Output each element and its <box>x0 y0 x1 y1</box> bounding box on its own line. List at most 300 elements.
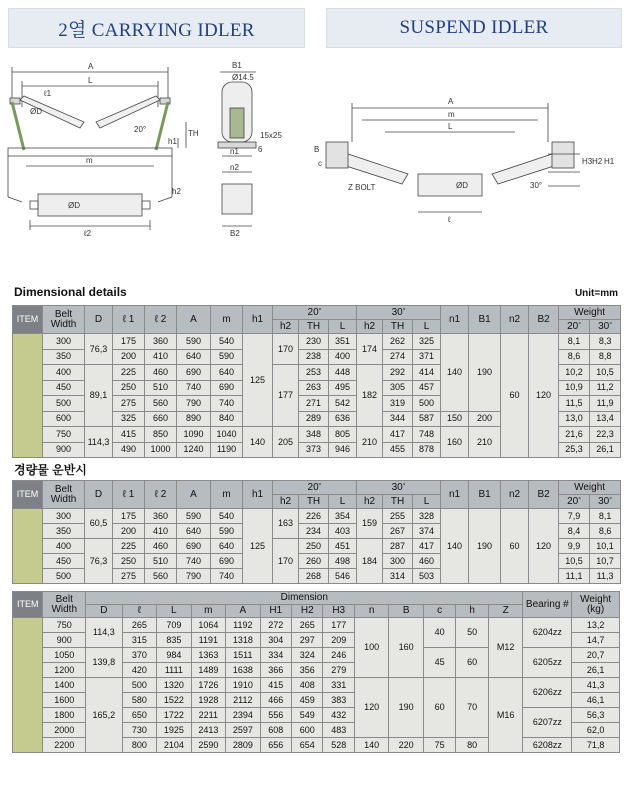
col-m: m <box>191 605 226 618</box>
cell: 175 <box>113 334 145 350</box>
cell: 60 <box>501 509 529 584</box>
dim-label-h2: h2 <box>172 187 181 196</box>
cell: 1240 <box>177 442 211 458</box>
cell: 200 <box>113 349 145 365</box>
cell: 190 <box>389 678 424 738</box>
dim-label-n1: n1 <box>230 147 239 156</box>
cell: 26,1 <box>590 442 621 458</box>
col-h2-20: h2 <box>273 320 299 334</box>
cell: 590 <box>177 334 211 350</box>
cell: 314 <box>383 569 413 584</box>
cell: 1320 <box>157 678 192 693</box>
col-l1: ℓ 1 <box>113 481 145 509</box>
cell: 6206zz <box>523 678 572 708</box>
cell: 1050 <box>43 648 86 663</box>
col-Z: Z <box>488 605 523 618</box>
col-D: D <box>85 481 113 509</box>
col-B: B <box>389 605 424 618</box>
cell: 354 <box>329 509 357 524</box>
cell: 120 <box>529 334 559 458</box>
cell: 2104 <box>157 738 192 753</box>
cell: 234 <box>299 524 329 539</box>
dim-label-bolt: Z BOLT <box>348 183 376 192</box>
dim-label-B1: B1 <box>232 61 242 70</box>
cell: 656 <box>260 738 291 753</box>
deg-sign: ° <box>578 321 582 329</box>
deg-sign: ° <box>402 482 406 490</box>
deg-value: 20 <box>307 306 319 318</box>
cell: 120 <box>529 509 559 584</box>
col-B2: B2 <box>529 481 559 509</box>
cell: 319 <box>383 396 413 412</box>
cell: 432 <box>323 708 354 723</box>
col-A: A <box>177 481 211 509</box>
cell: 328 <box>413 509 441 524</box>
cell: 371 <box>413 349 441 365</box>
cell: 140 <box>243 427 273 458</box>
cell: 466 <box>260 693 291 708</box>
cell: 8,1 <box>590 509 621 524</box>
cell: 750 <box>43 427 85 443</box>
cell: 500 <box>413 396 441 412</box>
cell: 230 <box>299 334 329 350</box>
cell: 76,3 <box>85 539 113 584</box>
cell: 640 <box>211 539 243 554</box>
table-row <box>13 334 621 350</box>
cell: 483 <box>323 723 354 738</box>
cell: 76,3 <box>85 334 113 365</box>
col-B2: B2 <box>529 306 559 334</box>
cell: 267 <box>383 524 413 539</box>
cell: 690 <box>177 365 211 381</box>
col-h2-30: h2 <box>357 495 383 509</box>
table-row <box>13 509 621 524</box>
dim-label-D-right: ØD <box>456 181 468 190</box>
cell: 1363 <box>191 648 226 663</box>
col-H3: H3 <box>323 605 354 618</box>
cell: 250 <box>113 554 145 569</box>
col-weight: Weight (kg) <box>572 592 620 618</box>
cell: 11,3 <box>590 569 621 584</box>
cell: 220 <box>389 738 424 753</box>
cell: 510 <box>145 380 177 396</box>
cell: 374 <box>413 524 441 539</box>
cell: 325 <box>113 411 145 427</box>
dim-label-A: A <box>88 62 94 71</box>
cell: 540 <box>211 334 243 350</box>
deg-sign: ° <box>402 307 406 315</box>
dim-label-c-right: c <box>318 159 322 168</box>
cell: 11,5 <box>559 396 590 412</box>
cell: 6207zz <box>523 708 572 738</box>
cell: 150 <box>441 411 469 427</box>
cell: 560 <box>145 569 177 584</box>
cell: 11,2 <box>590 380 621 396</box>
cell: 8,4 <box>559 524 590 539</box>
cell: 420 <box>122 663 157 678</box>
col-n1: n1 <box>441 306 469 334</box>
light-load-title: 경량물 운반시 <box>14 463 87 477</box>
cell: 1726 <box>191 678 226 693</box>
cell: 351 <box>329 334 357 350</box>
cell: 650 <box>122 708 157 723</box>
cell: 2590 <box>191 738 226 753</box>
deg-value: 30 <box>598 320 610 332</box>
cell: 460 <box>145 365 177 381</box>
col-30deg <box>357 306 441 320</box>
cell: 89,1 <box>85 365 113 427</box>
deg-sign: ° <box>609 321 613 329</box>
cell: 549 <box>292 708 323 723</box>
cell: 835 <box>157 633 192 648</box>
col-L-20: L <box>329 320 357 334</box>
col-L-30: L <box>413 320 441 334</box>
cell: 6204zz <box>523 618 572 648</box>
dim-label-l1: ℓ1 <box>44 89 52 98</box>
col-h: h <box>456 605 488 618</box>
dim-label-B-right: B <box>314 145 320 154</box>
cell: 268 <box>299 569 329 584</box>
cell: 790 <box>177 396 211 412</box>
cell: 600 <box>43 411 85 427</box>
cell: 75 <box>423 738 455 753</box>
deg-value: 30 <box>598 495 610 507</box>
cell: 498 <box>329 554 357 569</box>
col-H2: H2 <box>292 605 323 618</box>
cell: 356 <box>292 663 323 678</box>
cell: 10,5 <box>590 365 621 381</box>
cell: 41,3 <box>572 678 620 693</box>
cell: 46,1 <box>572 693 620 708</box>
cell: 140 <box>441 509 469 584</box>
cell: 60,5 <box>85 509 113 539</box>
cell: 272 <box>260 618 291 633</box>
col-dimension: Dimension <box>86 592 523 605</box>
cell: 540 <box>211 509 243 524</box>
cell: 2211 <box>191 708 226 723</box>
cell: 1192 <box>226 618 261 633</box>
cell: 1190 <box>211 442 243 458</box>
col-20deg <box>273 481 357 495</box>
cell: 315 <box>122 633 157 648</box>
cell: 1200 <box>43 663 86 678</box>
cell: 200 <box>113 524 145 539</box>
cell: 300 <box>43 334 85 350</box>
col-l2: ℓ 2 <box>145 306 177 334</box>
col-n: n <box>354 605 389 618</box>
cell: 1800 <box>43 708 86 723</box>
cell: 159 <box>357 509 383 539</box>
cell: 400 <box>43 365 85 381</box>
cell: 528 <box>323 738 354 753</box>
cell: 8,8 <box>590 349 621 365</box>
col-belt-width: Belt Width <box>43 481 85 509</box>
dim-label-angle: 20° <box>134 125 147 134</box>
table-row <box>13 678 620 693</box>
cell: 114,3 <box>85 427 113 458</box>
cell: 190 <box>469 509 501 584</box>
cell: 2112 <box>226 693 261 708</box>
cell: 460 <box>145 539 177 554</box>
cell: 350 <box>43 524 85 539</box>
cell: 415 <box>113 427 145 443</box>
cell: 1400 <box>43 678 86 693</box>
col-weight-20 <box>559 320 590 334</box>
cell: 2200 <box>43 738 86 753</box>
cell: 2597 <box>226 723 261 738</box>
cell: 740 <box>177 380 211 396</box>
col-n1: n1 <box>441 481 469 509</box>
cell: 1489 <box>191 663 226 678</box>
cell: 292 <box>383 365 413 381</box>
cell: 1111 <box>157 663 192 678</box>
suspended-idler-table <box>12 591 620 753</box>
cell: 748 <box>413 427 441 443</box>
col-n2: n2 <box>501 481 529 509</box>
cell: 690 <box>211 380 243 396</box>
cell: 1925 <box>157 723 192 738</box>
cell: 1064 <box>191 618 226 633</box>
cell: 750 <box>43 618 86 633</box>
cell: 125 <box>243 509 273 584</box>
cell: 300 <box>383 554 413 569</box>
cell: 71,8 <box>572 738 620 753</box>
cell: 210 <box>357 427 383 458</box>
deg-value: 20 <box>567 495 579 507</box>
cell: 13,2 <box>572 618 620 633</box>
cell: 8,6 <box>559 349 590 365</box>
col-D: D <box>85 306 113 334</box>
cell: 140 <box>441 334 469 412</box>
cell: 177 <box>273 365 299 427</box>
idler-drawings <box>0 52 630 284</box>
cell: 8,1 <box>559 334 590 350</box>
cell: 200 <box>469 411 501 427</box>
cell: 1040 <box>211 427 243 443</box>
col-TH-20: TH <box>299 495 329 509</box>
side-label-carrier <box>13 509 43 584</box>
light-carrier-table <box>12 480 621 584</box>
cell: 170 <box>273 334 299 365</box>
col-B1: B1 <box>469 481 501 509</box>
cell: 13,0 <box>559 411 590 427</box>
cell: 60 <box>423 678 455 738</box>
col-30deg <box>357 481 441 495</box>
cell: 500 <box>122 678 157 693</box>
col-m: m <box>211 481 243 509</box>
cell: 297 <box>292 633 323 648</box>
cell: 255 <box>383 509 413 524</box>
col-item: ITEM <box>13 481 43 509</box>
cell: 271 <box>299 396 329 412</box>
cell: 510 <box>145 554 177 569</box>
dim-label-slot: 15x25 <box>260 131 282 140</box>
cell: 1910 <box>226 678 261 693</box>
cell: 640 <box>177 349 211 365</box>
cell: M12 <box>488 618 523 678</box>
carrying-idler-drawing <box>8 61 282 238</box>
cell: 22,3 <box>590 427 621 443</box>
cell: 263 <box>299 380 329 396</box>
cell: 450 <box>43 380 85 396</box>
cell: 20,7 <box>572 648 620 663</box>
col-L-20: L <box>329 495 357 509</box>
cell: 546 <box>329 569 357 584</box>
cell: 100 <box>354 618 389 678</box>
col-L-30: L <box>413 495 441 509</box>
cell: 175 <box>113 509 145 524</box>
col-20deg <box>273 306 357 320</box>
cell: 246 <box>323 648 354 663</box>
col-m: m <box>211 306 243 334</box>
cell: 13,4 <box>590 411 621 427</box>
cell: 400 <box>329 349 357 365</box>
col-l1: ℓ 1 <box>113 306 145 334</box>
cell: 10,5 <box>559 554 590 569</box>
cell: 11,1 <box>559 569 590 584</box>
col-belt-width: Belt Width <box>43 592 86 618</box>
deg-sign: ° <box>609 496 613 504</box>
deg-sign: ° <box>318 307 322 315</box>
cell: 56,3 <box>572 708 620 723</box>
cell: 182 <box>357 365 383 427</box>
col-B1: B1 <box>469 306 501 334</box>
cell: 331 <box>323 678 354 693</box>
cell: 205 <box>273 427 299 458</box>
cell: 253 <box>299 365 329 381</box>
col-TH-20: TH <box>299 320 329 334</box>
cell: 289 <box>299 411 329 427</box>
cell: 238 <box>299 349 329 365</box>
cell: 410 <box>145 349 177 365</box>
cell: 417 <box>413 539 441 554</box>
dim-label-m: m <box>86 156 93 165</box>
cell: 6208zz <box>523 738 572 753</box>
carrying-idler-title: 2열 CARRYING IDLER <box>8 8 305 48</box>
dim-label-m-right: m <box>448 110 455 119</box>
cell: 460 <box>413 554 441 569</box>
dim-label-L-right: L <box>448 122 453 131</box>
cell: 457 <box>413 380 441 396</box>
cell: 690 <box>211 554 243 569</box>
cell: 120 <box>354 678 389 738</box>
deg-value: 20 <box>567 320 579 332</box>
col-weight-30 <box>590 320 621 334</box>
deg-value: 30 <box>391 481 403 493</box>
cell: 265 <box>292 618 323 633</box>
cell: 1511 <box>226 648 261 663</box>
col-weight-30 <box>590 495 621 509</box>
cell: 210 <box>469 427 501 458</box>
cell: 6205zz <box>523 648 572 678</box>
table-row <box>13 648 620 663</box>
cell: 8,3 <box>590 334 621 350</box>
cell: 174 <box>357 334 383 365</box>
col-l2: ℓ 2 <box>145 481 177 509</box>
dim-label-l2: ℓ2 <box>84 229 92 238</box>
cell: 348 <box>299 427 329 443</box>
cell: 370 <box>122 648 157 663</box>
col-h2-20: h2 <box>273 495 299 509</box>
cell: 373 <box>299 442 329 458</box>
side-label-carrier-idler <box>13 334 43 458</box>
cell: 448 <box>329 365 357 381</box>
cell: 1722 <box>157 708 192 723</box>
col-l: ℓ <box>122 605 157 618</box>
cell: 984 <box>157 648 192 663</box>
deg-sign: ° <box>318 482 322 490</box>
cell: 878 <box>413 442 441 458</box>
dim-label-h1: h1 <box>168 137 177 146</box>
cell: 165,2 <box>86 678 123 753</box>
col-weight: Weight <box>559 306 621 320</box>
cell: 262 <box>383 334 413 350</box>
cell: 654 <box>292 738 323 753</box>
cell: 184 <box>357 539 383 584</box>
table-row <box>13 618 620 633</box>
cell: 410 <box>145 524 177 539</box>
deg-sign: ° <box>578 496 582 504</box>
dim-label-L: L <box>88 76 93 85</box>
cell: 450 <box>43 554 85 569</box>
cell: 414 <box>413 365 441 381</box>
cell: 225 <box>113 539 145 554</box>
cell: 190 <box>469 334 501 412</box>
cell: 10,9 <box>559 380 590 396</box>
cell: 403 <box>329 524 357 539</box>
cell: 11,9 <box>590 396 621 412</box>
dim-label-A-right: A <box>448 97 454 106</box>
cell: 287 <box>383 539 413 554</box>
cell: 590 <box>177 509 211 524</box>
cell: 70 <box>456 678 488 738</box>
dim-label-angle-right: 30° <box>530 181 543 190</box>
cell: 160 <box>389 618 424 678</box>
cell: 2413 <box>191 723 226 738</box>
cell: 1600 <box>43 693 86 708</box>
col-h2-30: h2 <box>357 320 383 334</box>
cell: 415 <box>260 678 291 693</box>
cell: 503 <box>413 569 441 584</box>
dim-label-B2: B2 <box>230 229 240 238</box>
cell: 636 <box>329 411 357 427</box>
cell: 900 <box>43 442 85 458</box>
cell: 279 <box>323 663 354 678</box>
cell: 542 <box>329 396 357 412</box>
cell: 640 <box>211 365 243 381</box>
cell: 250 <box>299 539 329 554</box>
cell: 580 <box>122 693 157 708</box>
cell: 160 <box>441 427 469 458</box>
cell: 265 <box>122 618 157 633</box>
cell: 325 <box>413 334 441 350</box>
side-label-suspended <box>13 618 43 753</box>
cell: 1638 <box>226 663 261 678</box>
cell: 304 <box>260 633 291 648</box>
cell: 366 <box>260 663 291 678</box>
deg-value: 20 <box>307 481 319 493</box>
cell: 8,6 <box>590 524 621 539</box>
cell: 740 <box>211 569 243 584</box>
cell: 383 <box>323 693 354 708</box>
deg-value: 30 <box>391 306 403 318</box>
cell: 10,1 <box>590 539 621 554</box>
cell: 590 <box>211 349 243 365</box>
cell: 60 <box>456 648 488 678</box>
cell: 300 <box>43 509 85 524</box>
cell: 408 <box>292 678 323 693</box>
cell: 500 <box>43 569 85 584</box>
